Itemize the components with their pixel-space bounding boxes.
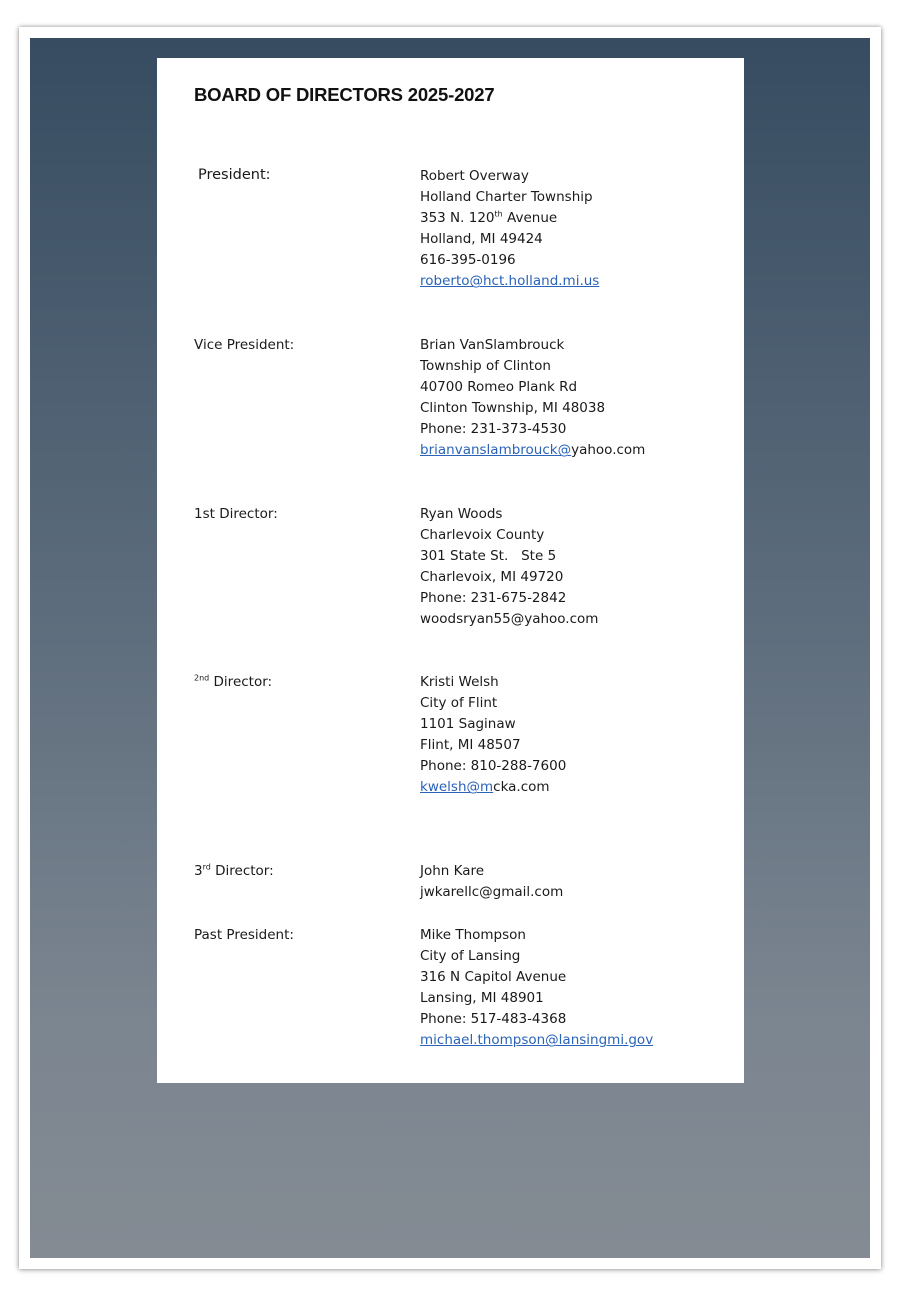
- entry-vice-president: [420, 335, 645, 462]
- president-name: Robert Overway: [420, 168, 529, 184]
- second-director-email: kwelsh@mcka.com: [420, 779, 550, 796]
- second-director-city: Flint, MI 48507: [420, 737, 521, 754]
- vice-president-name: Brian VanSlambrouck: [420, 337, 565, 353]
- third-director-name: John Kare: [420, 863, 485, 879]
- third-director-email: jwkarellc@gmail.com: [420, 884, 564, 901]
- role-second-director: $^{2nd}$ Director:: [194, 673, 273, 690]
- past-president-name: Mike Thompson: [420, 927, 526, 943]
- first-director-city: Charlevoix, MI 49720: [420, 569, 564, 586]
- vice-president-city: Clinton Township, MI 48038: [420, 400, 606, 417]
- first-director-phone: Phone: 231-675-2842: [420, 590, 567, 607]
- page-title: BOARD OF DIRECTORS 2025-2027: [194, 84, 495, 105]
- president-org: Holland Charter Township: [420, 189, 593, 206]
- entry-past-president: [420, 925, 653, 1052]
- past-president-address: 316 N Capitol Avenue: [420, 969, 567, 986]
- past-president-phone: Phone: 517-483-4368: [420, 1011, 567, 1028]
- entry-first-director: [420, 504, 598, 631]
- president-address: 353 N. 120th Avenue: [420, 209, 558, 227]
- entry-second-director: [420, 672, 566, 799]
- entry-third-director: [420, 861, 563, 903]
- entry-president: [420, 166, 599, 293]
- vice-president-org: Township of Clinton: [420, 358, 551, 375]
- past-president-city: Lansing, MI 48901: [420, 990, 544, 1007]
- president-city: Holland, MI 49424: [420, 231, 543, 248]
- second-director-address: 1101 Saginaw: [420, 716, 516, 733]
- president-phone: 616-395-0196: [420, 252, 516, 269]
- vice-president-address: 40700 Romeo Plank Rd: [420, 379, 578, 396]
- role-first-director: 1st Director:: [194, 506, 278, 522]
- first-director-address: 301 State St. Ste 5: [420, 548, 557, 565]
- past-president-org: City of Lansing: [420, 948, 521, 965]
- second-director-email-link[interactable]: kwelsh@m: [420, 779, 494, 796]
- vice-president-phone: Phone: 231-373-4530: [420, 421, 567, 438]
- first-director-email: woodsryan55@yahoo.com: [420, 611, 599, 628]
- past-president-email-link[interactable]: michael.thompson@lansingmi.gov: [420, 1032, 654, 1049]
- vice-president-email: brianvanslambrouck@yahoo.com: [420, 442, 646, 459]
- second-director-name: Kristi Welsh: [420, 674, 499, 690]
- role-president: President:: [198, 167, 271, 183]
- role-vice-president: Vice President:: [194, 337, 295, 353]
- first-director-org: Charlevoix County: [420, 527, 545, 544]
- first-director-name: Ryan Woods: [420, 506, 503, 522]
- document-page: [157, 58, 744, 1083]
- second-director-phone: Phone: 810-288-7600: [420, 758, 567, 775]
- role-third-director: 3rd Director:: [194, 862, 274, 879]
- president-email-link[interactable]: roberto@hct.holland.mi.us: [420, 273, 600, 290]
- second-director-org: City of Flint: [420, 695, 498, 712]
- vice-president-email-link[interactable]: brianvanslambrouck@: [420, 442, 572, 459]
- role-past-president: Past President:: [194, 927, 294, 943]
